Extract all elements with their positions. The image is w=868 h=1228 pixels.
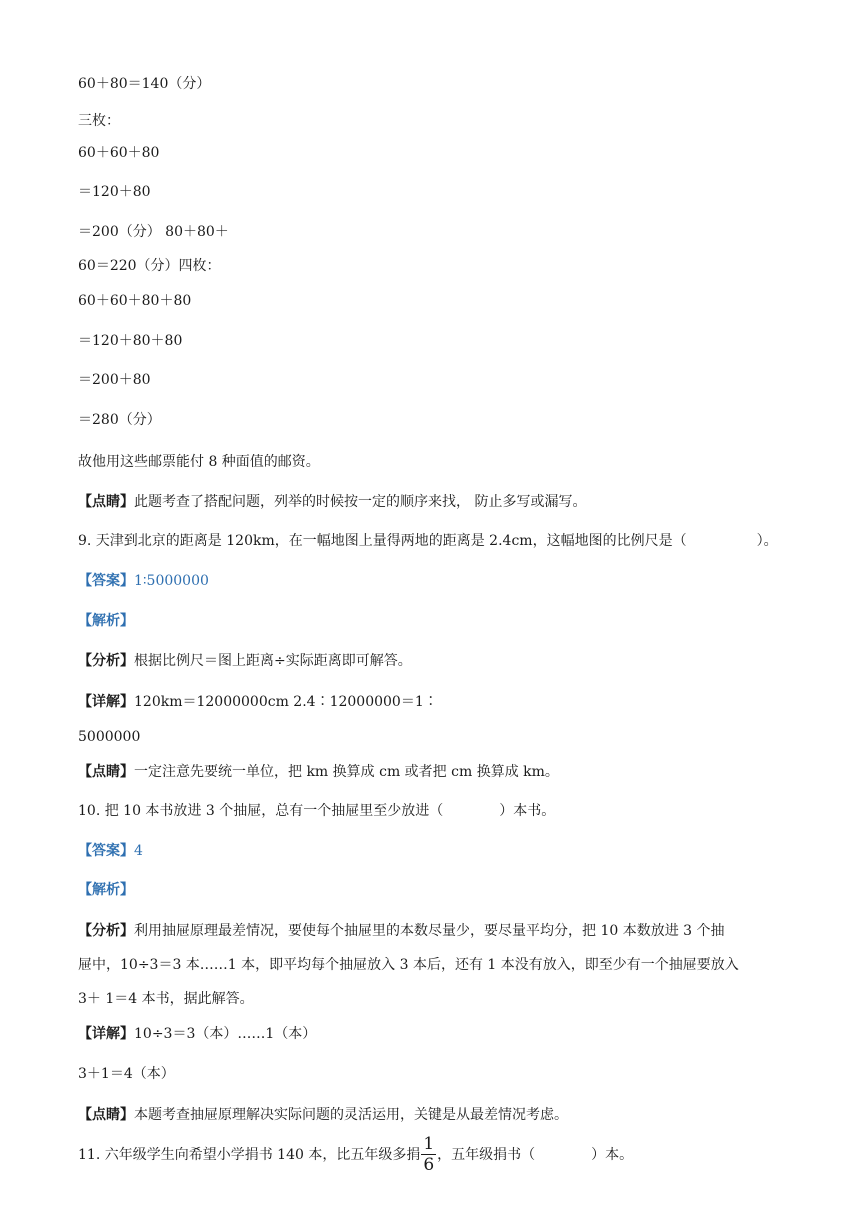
calc-line: ＝200（分） 80＋80＋ — [78, 224, 229, 240]
dianjing-line — [78, 492, 586, 512]
fenxi-text: 根据比例尺＝图上距离÷实际距离即可解答。 — [134, 653, 412, 669]
q10-fenxi-line-2: 屉中，10÷3＝3 本……1 本，即平均每个抽屉放入 3 本后，还有 1 本没有放入，即至少有一个抽屉要放入 — [78, 957, 739, 973]
xiangjie-tag: 【详解】 — [78, 694, 134, 710]
q11-text-post: ，五年级捐书（ ）本。 — [437, 1147, 634, 1163]
dianjing-tag: 【点睛】 — [78, 1107, 134, 1123]
conclusion-line: 故他用这些邮票能付 8 种面值的邮资。 — [78, 454, 320, 470]
q10-fenxi-line-3: 3＋ 1＝4 本书，据此解答。 — [78, 991, 254, 1007]
dianjing-tag: 【点睛】 — [78, 764, 134, 780]
fenxi-text: 利用抽屉原理最差情况，要使每个抽屉里的本数尽量少，要尽量平均分，把 10 本数放进 3 个抽 — [134, 923, 725, 939]
q9-fenxi-line — [78, 651, 412, 671]
q9-analysis-tag: 【解析】 — [78, 613, 134, 629]
calc-line: ＝280（分） — [78, 412, 161, 428]
fraction-denominator: 6 — [423, 1155, 435, 1175]
fenxi-tag: 【分析】 — [78, 653, 134, 669]
q10-answer-line — [78, 841, 143, 861]
xiangjie-text: 10÷3＝3（本）……1（本） — [134, 1026, 317, 1042]
answer-tag: 【答案】 — [78, 843, 134, 859]
calc-line: ＝200＋80 — [78, 372, 151, 388]
calc-line: 60＋60＋80＋80 — [78, 293, 192, 309]
q9-xiangjie-line — [78, 692, 438, 712]
xiangjie-tag: 【详解】 — [78, 1026, 134, 1042]
dianjing-text: 此题考查了搭配问题，列举的时候按一定的顺序来找， 防止多写或漏写。 — [134, 494, 587, 510]
calc-line: 60＋60＋80 — [78, 145, 160, 161]
dianjing-text: 本题考查抽屉原理解决实际问题的灵活运用，关键是从最差情况考虑。 — [134, 1107, 568, 1123]
calc-line: ＝120＋80＋80 — [78, 333, 183, 349]
q10-xiangjie-line-2: 3＋1＝4（本） — [78, 1066, 175, 1082]
q10-dianjing-line — [78, 1105, 568, 1125]
dianjing-text: 一定注意先要统一单位，把 km 换算成 cm 或者把 cm 换算成 km。 — [134, 764, 559, 780]
calc-line: 60＋80＝140（分） — [78, 76, 211, 92]
calc-line: ＝120＋80 — [78, 184, 151, 200]
xiangjie-text: 120km＝12000000cm 2.4∶12000000＝1∶ — [134, 694, 438, 710]
calc-line: 三枚： — [78, 113, 120, 129]
calc-line: 60＝220（分）四枚： — [78, 258, 221, 274]
question-11 — [78, 1133, 633, 1177]
answer-value: 1∶5000000 — [134, 573, 209, 589]
q9-dianjing-line — [78, 762, 559, 782]
question-9: 9. 天津到北京的距离是 120km，在一幅地图上量得两地的距离是 2.4cm，这幅地图的比例尺是（ ）。 — [78, 533, 778, 549]
q9-xiangjie-line-2: 5000000 — [78, 729, 141, 745]
q10-analysis-tag: 【解析】 — [78, 882, 134, 898]
fraction-one-sixth — [421, 1136, 436, 1174]
question-10: 10. 把 10 本书放进 3 个抽屉，总有一个抽屉里至少放进（ ）本书。 — [78, 803, 556, 819]
q9-answer-line — [78, 571, 209, 591]
q11-text-pre: 11. 六年级学生向希望小学捐书 140 本，比五年级多捐 — [78, 1147, 421, 1163]
q10-xiangjie-line — [78, 1024, 316, 1044]
dianjing-tag: 【点睛】 — [78, 494, 134, 510]
fenxi-tag: 【分析】 — [78, 923, 134, 939]
answer-tag: 【答案】 — [78, 573, 134, 589]
q10-fenxi-line-1 — [78, 921, 725, 941]
fraction-numerator: 1 — [423, 1134, 435, 1154]
answer-value: 4 — [134, 843, 143, 859]
